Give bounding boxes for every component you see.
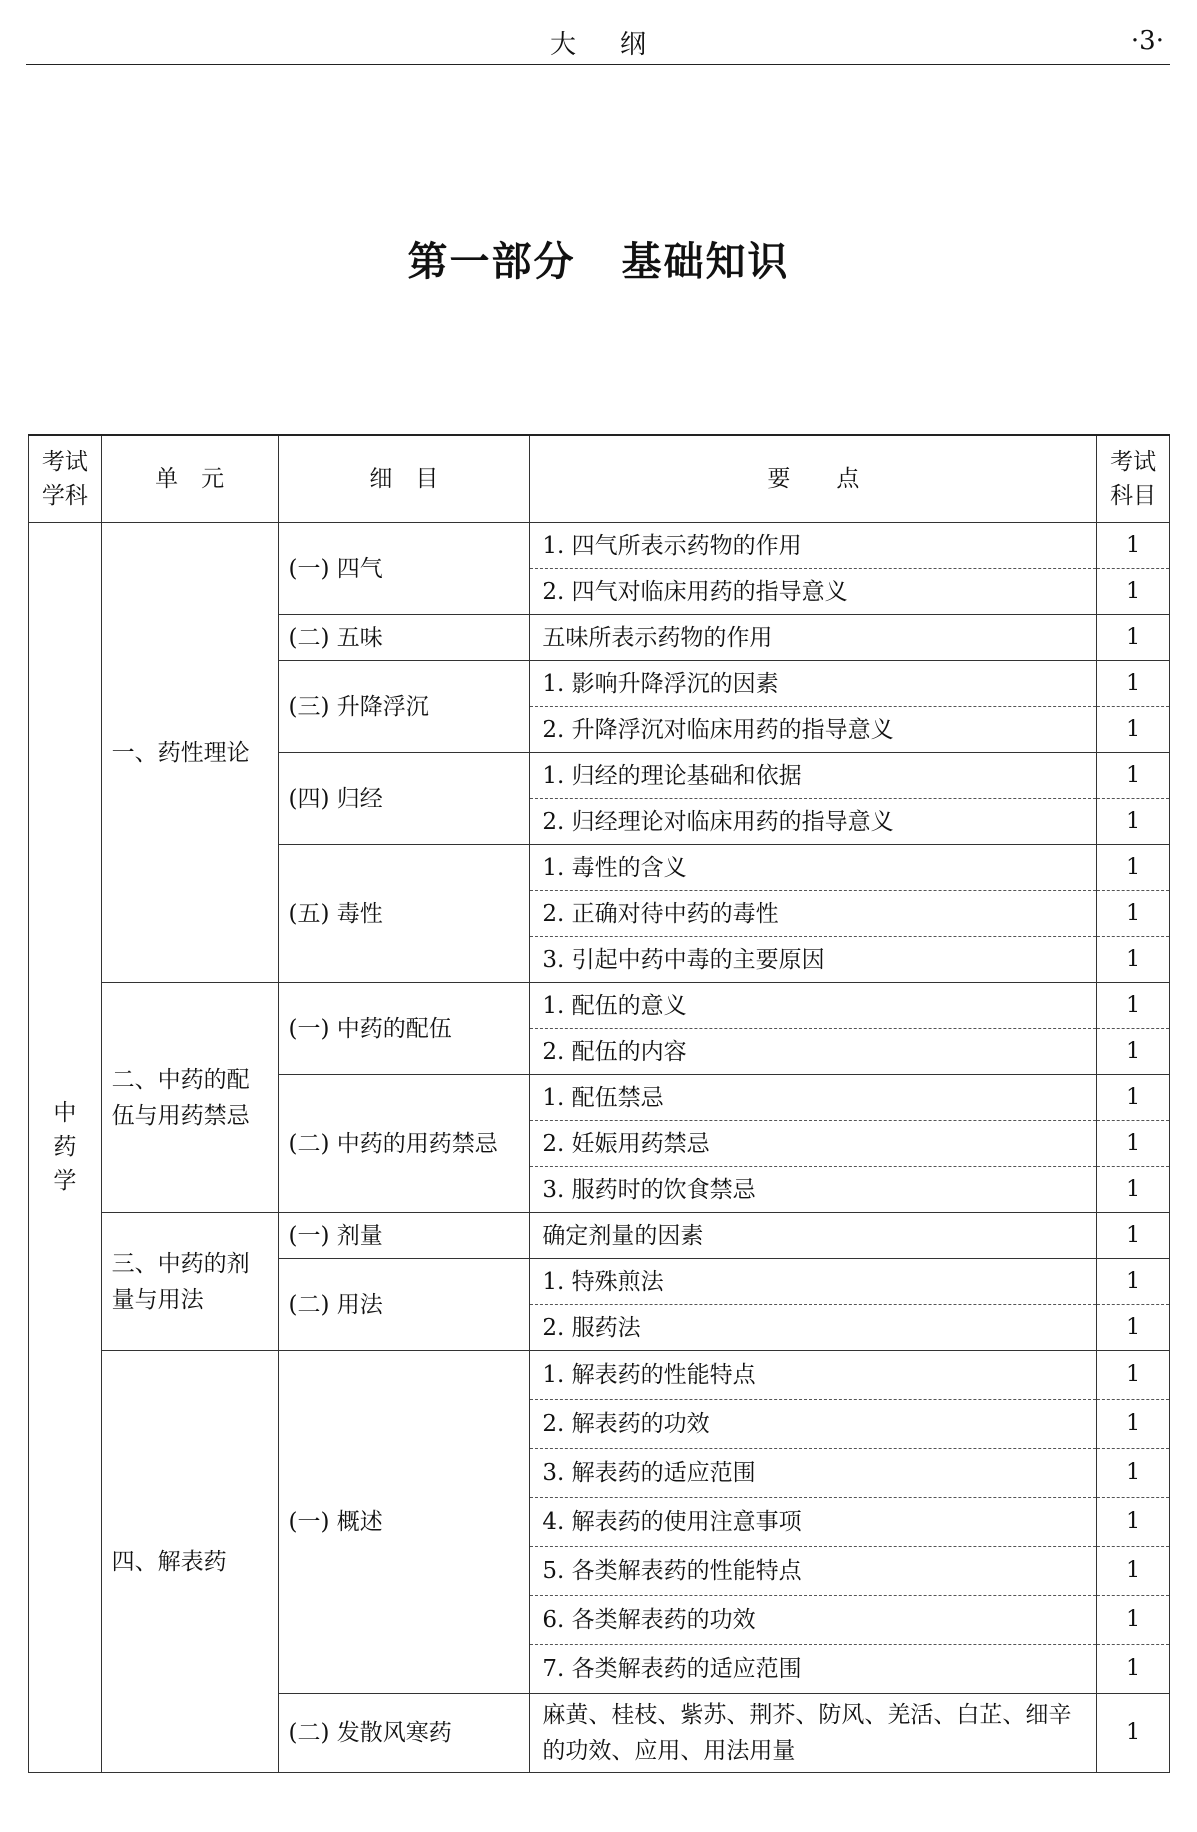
detail-cell: (一) 概述 (278, 1351, 530, 1694)
point-cell: 2. 归经理论对临床用药的指导意义 (530, 799, 1097, 845)
exam-category-cell: 1 (1097, 1694, 1170, 1773)
column-header: 考试学科 (29, 435, 102, 523)
table-header-row (29, 435, 1170, 523)
exam-category-cell: 1 (1097, 1351, 1170, 1400)
exam-category-cell: 1 (1097, 1596, 1170, 1645)
point-cell: 2. 服药法 (530, 1305, 1097, 1351)
exam-category-cell: 1 (1097, 1498, 1170, 1547)
unit-cell: 二、中药的配伍与用药禁忌 (101, 983, 278, 1213)
exam-category-cell: 1 (1097, 1449, 1170, 1498)
point-cell: 2. 四气对临床用药的指导意义 (530, 569, 1097, 615)
column-header: 要 点 (530, 435, 1097, 523)
exam-category-cell: 1 (1097, 799, 1170, 845)
point-cell: 麻黄、桂枝、紫苏、荆芥、防风、羌活、白芷、细辛的功效、应用、用法用量 (530, 1694, 1097, 1773)
unit-cell: 四、解表药 (101, 1351, 278, 1773)
running-title: 大纲 (549, 30, 690, 60)
exam-category-cell: 1 (1097, 569, 1170, 615)
exam-category-cell: 1 (1097, 753, 1170, 799)
point-cell: 2. 解表药的功效 (530, 1400, 1097, 1449)
exam-category-cell: 1 (1097, 523, 1170, 569)
part-label: 第一部分 (407, 239, 576, 285)
detail-cell: (一) 四气 (278, 523, 530, 615)
exam-category-cell: 1 (1097, 615, 1170, 661)
table-row (29, 1351, 1170, 1400)
part-name: 基础知识 (621, 239, 790, 285)
point-cell: 2. 配伍的内容 (530, 1029, 1097, 1075)
unit-cell: 三、中药的剂量与用法 (101, 1213, 278, 1351)
exam-category-cell: 1 (1097, 1029, 1170, 1075)
point-cell: 3. 服药时的饮食禁忌 (530, 1167, 1097, 1213)
exam-category-cell: 1 (1097, 1400, 1170, 1449)
exam-category-cell: 1 (1097, 845, 1170, 891)
point-cell: 1. 四气所表示药物的作用 (530, 523, 1097, 569)
point-cell: 1. 配伍的意义 (530, 983, 1097, 1029)
column-header: 单 元 (101, 435, 278, 523)
table-row (29, 1213, 1170, 1259)
subject-cell (29, 523, 102, 1773)
exam-category-cell: 1 (1097, 1213, 1170, 1259)
point-cell: 3. 引起中药中毒的主要原因 (530, 937, 1097, 983)
point-cell: 3. 解表药的适应范围 (530, 1449, 1097, 1498)
point-cell: 2. 妊娠用药禁忌 (530, 1121, 1097, 1167)
detail-cell: (三) 升降浮沉 (278, 661, 530, 753)
exam-category-cell: 1 (1097, 1645, 1170, 1694)
detail-cell: (一) 剂量 (278, 1213, 530, 1259)
table-row (29, 523, 1170, 569)
point-cell: 4. 解表药的使用注意事项 (530, 1498, 1097, 1547)
exam-category-cell: 1 (1097, 661, 1170, 707)
exam-category-cell: 1 (1097, 891, 1170, 937)
exam-category-cell: 1 (1097, 707, 1170, 753)
point-cell: 1. 解表药的性能特点 (530, 1351, 1097, 1400)
exam-category-cell: 1 (1097, 937, 1170, 983)
column-header: 细 目 (278, 435, 530, 523)
detail-cell: (二) 五味 (278, 615, 530, 661)
detail-cell: (四) 归经 (278, 753, 530, 845)
unit-cell: 一、药性理论 (101, 523, 278, 983)
point-cell: 1. 影响升降浮沉的因素 (530, 661, 1097, 707)
exam-category-cell: 1 (1097, 1259, 1170, 1305)
point-cell: 5. 各类解表药的性能特点 (530, 1547, 1097, 1596)
detail-cell: (一) 中药的配伍 (278, 983, 530, 1075)
table-row (29, 983, 1170, 1029)
point-cell: 7. 各类解表药的适应范围 (530, 1645, 1097, 1694)
point-cell: 1. 归经的理论基础和依据 (530, 753, 1097, 799)
column-header: 考试科目 (1097, 435, 1170, 523)
point-cell: 6. 各类解表药的功效 (530, 1596, 1097, 1645)
detail-cell: (二) 用法 (278, 1259, 530, 1351)
syllabus-body (29, 435, 1170, 1773)
syllabus-table (28, 434, 1170, 1773)
point-cell: 2. 正确对待中药的毒性 (530, 891, 1097, 937)
subject-label: 中药学 (53, 1100, 77, 1194)
detail-cell: (二) 发散风寒药 (278, 1694, 530, 1773)
exam-category-cell: 1 (1097, 1305, 1170, 1351)
point-cell: 1. 特殊煎法 (530, 1259, 1097, 1305)
exam-category-cell: 1 (1097, 1075, 1170, 1121)
exam-category-cell: 1 (1097, 1121, 1170, 1167)
page-number: ·3· (1130, 26, 1164, 56)
part-title (0, 230, 1197, 287)
point-cell: 2. 升降浮沉对临床用药的指导意义 (530, 707, 1097, 753)
exam-category-cell: 1 (1097, 1167, 1170, 1213)
detail-cell: (五) 毒性 (278, 845, 530, 983)
point-cell: 确定剂量的因素 (530, 1213, 1097, 1259)
detail-cell: (二) 中药的用药禁忌 (278, 1075, 530, 1213)
running-header (26, 0, 1170, 65)
point-cell: 五味所表示药物的作用 (530, 615, 1097, 661)
exam-category-cell: 1 (1097, 1547, 1170, 1596)
point-cell: 1. 毒性的含义 (530, 845, 1097, 891)
point-cell: 1. 配伍禁忌 (530, 1075, 1097, 1121)
exam-category-cell: 1 (1097, 983, 1170, 1029)
